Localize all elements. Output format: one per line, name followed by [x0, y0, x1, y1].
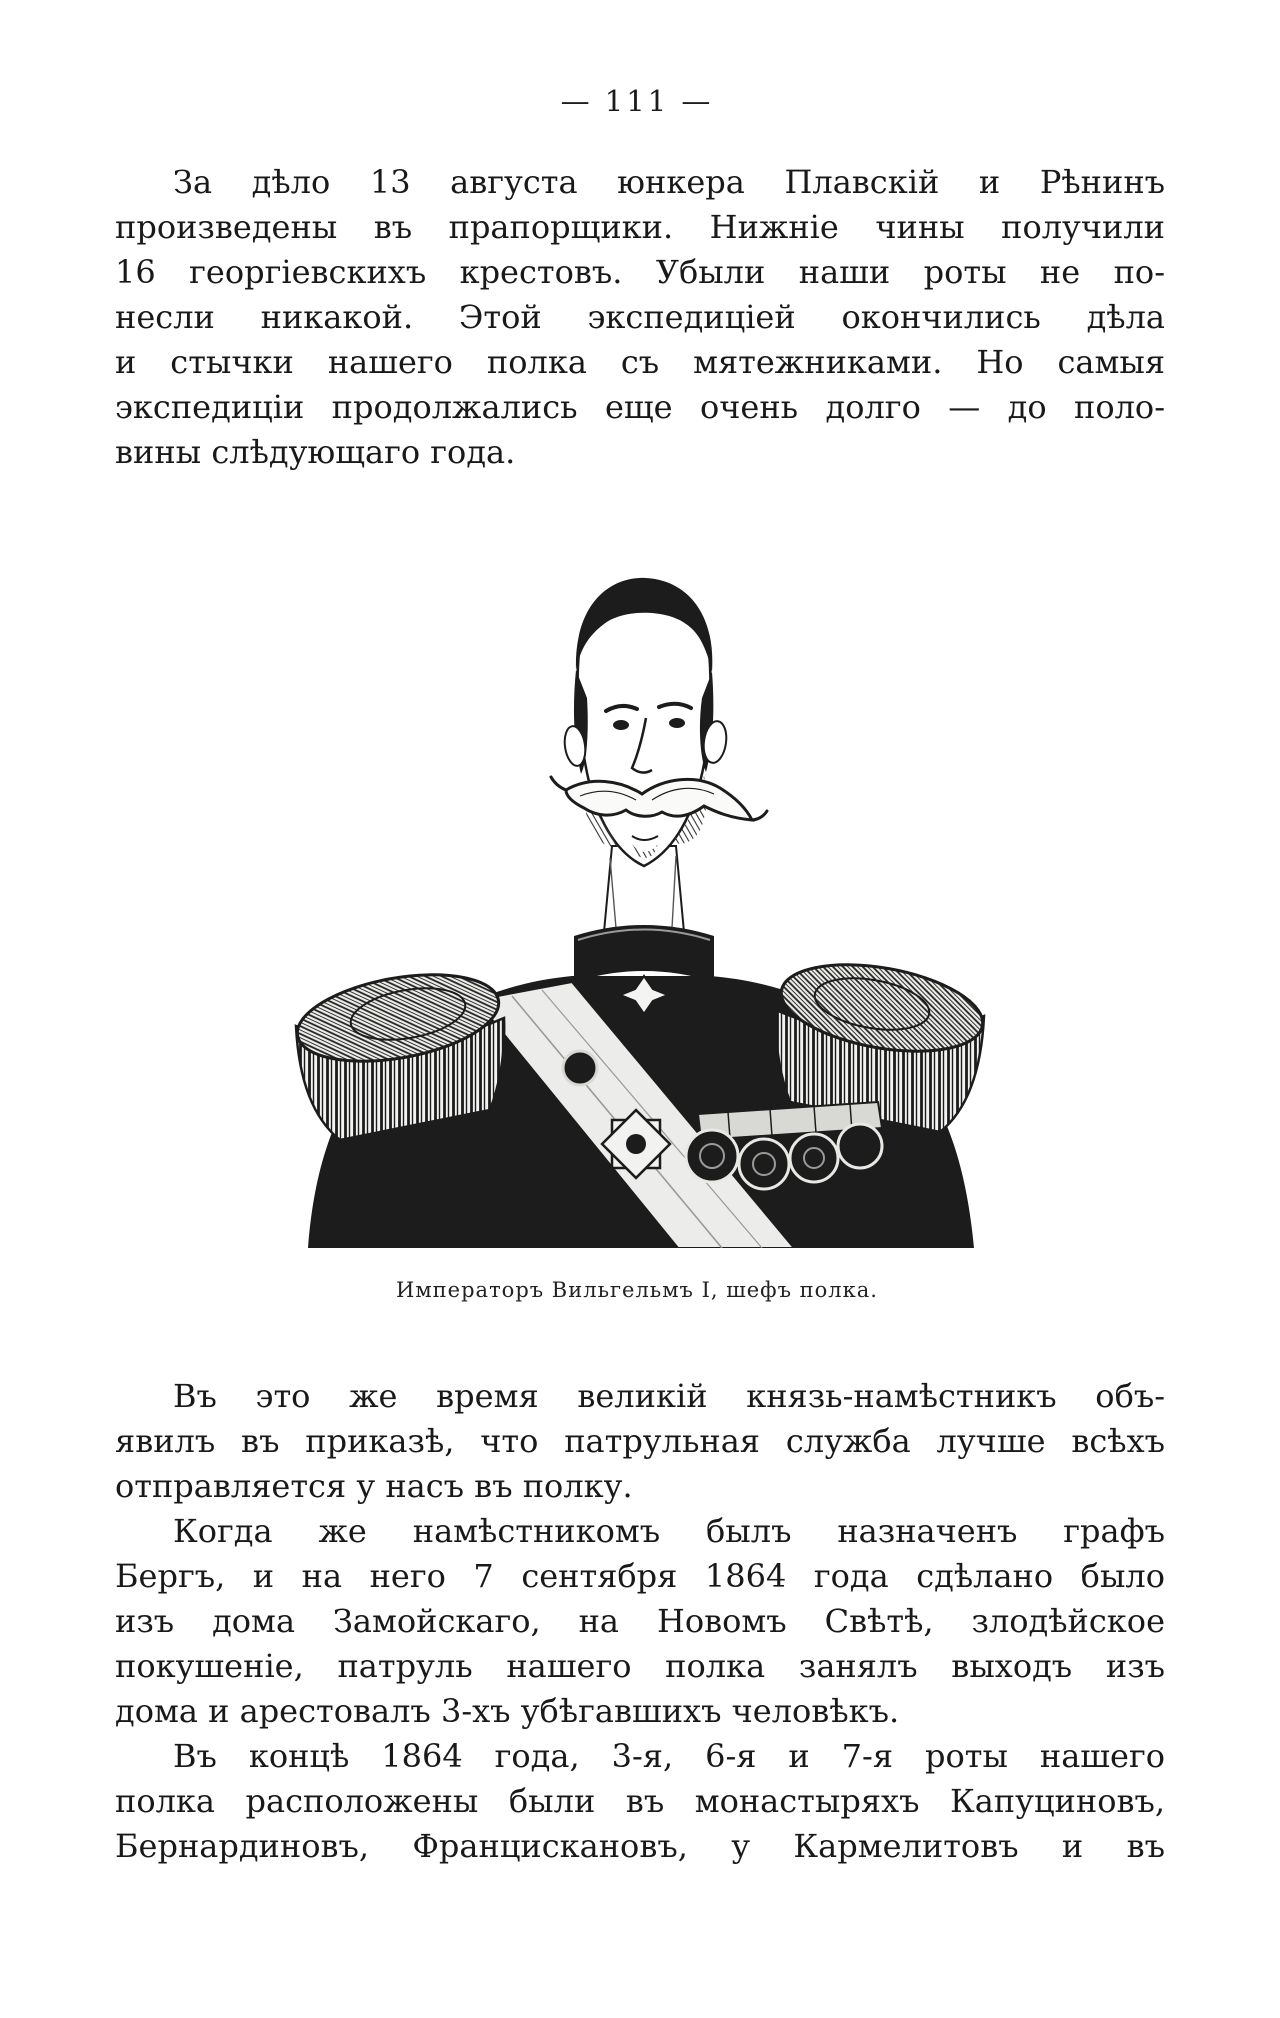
text-line: несли никакой. Этой экспедиціей окончились дѣла	[115, 298, 1165, 336]
text-line: покушеніе, патруль нашего полка занялъ выходъ изъ	[115, 1647, 1165, 1685]
text-line: Въ концѣ 1864 года, 3-я, 6-я и 7-я роты нашего	[173, 1737, 1165, 1775]
mustache	[566, 779, 752, 820]
paragraph	[115, 1509, 1165, 1734]
text-line: Когда же намѣстникомъ былъ назначенъ графъ	[173, 1512, 1165, 1550]
paragraph	[115, 160, 1165, 475]
paragraph	[115, 1734, 1165, 1869]
text-block-upper	[115, 160, 1165, 475]
breast-star	[602, 1110, 670, 1178]
right-epaulette	[775, 951, 990, 1132]
portrait-engraving-wilhelm-i	[280, 548, 1000, 1248]
text-line: За дѣло 13 августа юнкера Плавскій и Рѣнинъ	[173, 163, 1165, 201]
left-eye	[613, 720, 629, 730]
text-line: произведены въ прапорщики. Нижніе чины получили	[115, 208, 1165, 246]
portrait-figure	[280, 548, 1000, 1248]
text-line: Бернардиновъ, Францискановъ, у Кармелитовъ и въ	[115, 1827, 1165, 1865]
text-line: Въ это же время великій князь-намѣстникъ объ-	[173, 1377, 1165, 1415]
text-block-lower	[115, 1374, 1165, 1869]
right-eye	[669, 718, 685, 728]
text-line: изъ дома Замойскаго, на Новомъ Свѣтѣ, злодѣйское	[115, 1602, 1165, 1640]
portrait-caption: Императоръ Вильгельмъ I, шефъ полка.	[396, 1278, 878, 1302]
text-line: Бергъ, и на него 7 сентября 1864 года сдѣлано было	[115, 1557, 1165, 1595]
text-line: полка расположены были въ монастыряхъ Капуциновъ,	[115, 1782, 1165, 1820]
text-line: отправляется у насъ въ полку.	[115, 1467, 633, 1505]
text-line: 16 георгіевскихъ крестовъ. Убыли наши роты не по-	[115, 253, 1165, 291]
page-number: — 111 —	[560, 84, 714, 118]
left-epaulette	[291, 961, 506, 1140]
head	[551, 578, 767, 866]
text-line: экспедиціи продолжались еще очень долго — до поло-	[115, 388, 1165, 426]
paragraph	[115, 1374, 1165, 1509]
text-line: дома и арестовалъ 3-хъ убѣгавшихъ человѣкъ.	[115, 1692, 900, 1730]
text-line: явилъ въ приказѣ, что патрульная служба лучше всѣхъ	[115, 1422, 1165, 1460]
text-line: и стычки нашего полка съ мятежниками. Но самыя	[115, 343, 1165, 381]
text-line: вины слѣдующаго года.	[115, 433, 516, 471]
